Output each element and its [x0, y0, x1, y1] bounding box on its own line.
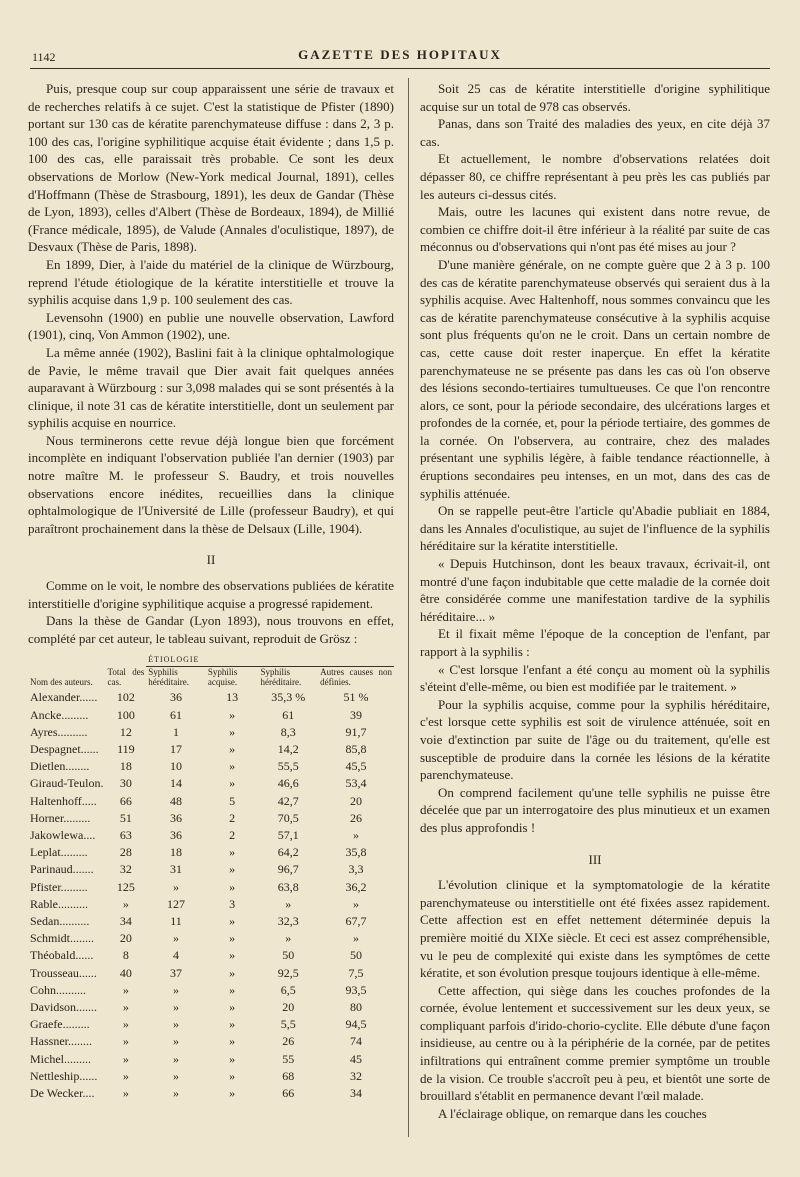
other-pct: 80: [350, 1000, 363, 1015]
table-row: [28, 724, 394, 741]
author-name: Ayres..........: [30, 724, 88, 739]
total-cases: 125: [116, 879, 135, 894]
hereditary-pct: 66: [282, 1086, 295, 1101]
acquired-count: »: [229, 707, 236, 722]
paragraph: On se rappelle peut-être l'article qu'Abadie publiait en 1884, dans les Annales d'oculistique, au sujet de l'influence de la syphilis héréditaire sur la kératite interstitielle.: [420, 503, 770, 554]
total-cases: 18: [119, 759, 132, 774]
other-pct: 67,7: [345, 914, 367, 929]
hereditary-pct: 68: [282, 1068, 295, 1083]
paragraph: En 1899, Dier, à l'aide du matériel de la clinique de Würzbourg, reprend l'étude étiologique de la kératite interstitielle et trouve la syphilis acquise dans 1,9 p. 100 seulement des cas.: [28, 256, 394, 308]
author-name: Sedan..........: [30, 914, 90, 929]
other-pct: 36,2: [345, 879, 367, 894]
total-cases: 100: [116, 707, 135, 722]
hereditary-pct: 32,3: [277, 914, 299, 929]
hereditary-pct: 63,8: [277, 879, 299, 894]
author-name: Cohn..........: [30, 982, 87, 997]
etiology-table: [28, 655, 394, 1102]
hereditary-pct: 14,2: [277, 742, 299, 757]
hereditary-pct: 26: [282, 1034, 295, 1049]
total-cases: 40: [119, 965, 132, 980]
table-row: [28, 896, 394, 913]
table-row: [28, 965, 394, 982]
table-row: [28, 982, 394, 999]
hereditary-pct: 57,1: [277, 828, 299, 843]
total-cases: »: [122, 1017, 129, 1032]
author-name: Davidson.......: [30, 1000, 97, 1015]
paragraph: Soit 25 cas de kératite interstitielle d'origine syphilitique acquise sur un total de 978 cas observés.: [420, 81, 770, 114]
hereditary-pct: 64,2: [277, 845, 299, 860]
paragraph: Et il fixait même l'époque de la conception de l'enfant, par rapport à la syphilis :: [420, 626, 770, 659]
total-cases: 119: [117, 742, 135, 757]
other-pct: 50: [350, 948, 363, 963]
total-cases: 66: [119, 793, 132, 808]
hereditary-count: 48: [170, 793, 183, 808]
hereditary-count: 4: [173, 948, 180, 963]
hereditary-count: »: [173, 879, 180, 894]
table-row: [28, 1085, 394, 1102]
group-header-etiology: ÉTIOLOGIE: [146, 655, 394, 667]
author-name: Hassner........: [30, 1034, 92, 1049]
acquired-count: 3: [229, 896, 236, 911]
acquired-count: »: [229, 742, 236, 757]
table-row: [28, 793, 394, 810]
other-pct: 26: [350, 810, 363, 825]
column-divider: [408, 78, 409, 1137]
page-number: 1142: [32, 50, 56, 64]
total-cases: 8: [122, 948, 129, 963]
acquired-count: »: [229, 1051, 236, 1066]
other-pct: 93,5: [345, 982, 367, 997]
table-row: [28, 999, 394, 1016]
author-name: Alexander......: [30, 690, 98, 705]
hereditary-pct: 55,5: [277, 759, 299, 774]
author-name: Schmidt........: [30, 931, 95, 946]
other-pct: 45: [350, 1051, 363, 1066]
hereditary-count: 1: [173, 724, 180, 739]
hereditary-count: 37: [170, 965, 183, 980]
hereditary-count: 11: [170, 914, 182, 929]
hereditary-count: 10: [170, 759, 183, 774]
paragraph: Nous terminerons cette revue déjà longue bien que forcément incomplète en indiquant l'observation publiée l'an dernier (1903) par notre maître M. le professeur S. Baudry, et trois nouvelles observations encore inédites, recueillies dans la clinique ophtalmologique de l'Université de Lille (professeur Baudry), et qui paraîtront prochainement dans la thèse de Delsaux (Lille, 1904).: [28, 432, 394, 536]
author-name: Rable..........: [30, 896, 88, 911]
table-row: [28, 1033, 394, 1050]
other-pct: 45,5: [345, 759, 367, 774]
acquired-count: »: [229, 1017, 236, 1032]
hereditary-pct: 92,5: [277, 965, 299, 980]
hereditary-count: »: [173, 1051, 180, 1066]
other-pct: 51 %: [343, 690, 369, 705]
author-name: Michel.........: [30, 1051, 91, 1066]
author-name: Horner.........: [30, 810, 91, 825]
author-name: Théobald......: [30, 948, 94, 963]
journal-title: GAZETTE DES HOPITAUX: [298, 47, 502, 62]
hereditary-pct: 46,6: [277, 776, 299, 791]
author-name: Despagnet......: [30, 742, 99, 757]
acquired-count: »: [229, 862, 236, 877]
table-row: [28, 707, 394, 724]
table-row: [28, 947, 394, 964]
table-row: [28, 930, 394, 947]
acquired-count: »: [229, 845, 236, 860]
other-pct: 74: [350, 1034, 363, 1049]
hereditary-count: 14: [170, 776, 183, 791]
total-cases: 34: [119, 914, 132, 929]
total-cases: »: [122, 1051, 129, 1066]
hereditary-count: 61: [170, 707, 183, 722]
table-row: [28, 913, 394, 930]
other-pct: 85,8: [345, 742, 367, 757]
acquired-count: »: [229, 965, 236, 980]
other-pct: 7,5: [348, 965, 364, 980]
acquired-count: 13: [226, 690, 239, 705]
hereditary-pct: 96,7: [277, 862, 299, 877]
col-header-total: Total des cas.: [107, 667, 145, 688]
acquired-count: »: [229, 879, 236, 894]
paragraph: Pour la syphilis acquise, comme pour la syphilis héréditaire, c'est lorsque cette syphilis est soit de virulence atténuée, soit en voie d'extinction par suite de l'âge ou du traitement, qu'elle est susceptible de produire dans la cornée les lésions de la kératite parenchymateuse.: [420, 696, 770, 783]
total-cases: »: [122, 1086, 129, 1101]
total-cases: »: [122, 1034, 129, 1049]
left-column: [28, 80, 394, 1102]
paragraph: L'évolution clinique et la symptomatologie de la kératite parenchymateuse ou interstitielle ont été fixées assez rapidement. Cette affection est en effet nettement déterminée depuis la première moitié du XIXe siècle. Et ceci est assez compréhensible, vu le peu de complexité qui existe dans les symptômes de cette kératite, et son évolution presque toujours identique à elle-même.: [420, 877, 770, 981]
col-header-hereditary: Syphilis héréditaire.: [148, 667, 189, 688]
other-pct: »: [353, 931, 360, 946]
paragraph: Panas, dans son Traité des maladies des yeux, en cite déjà 37 cas.: [420, 116, 770, 149]
hereditary-count: 36: [170, 810, 183, 825]
hereditary-pct: 42,7: [277, 793, 299, 808]
other-pct: 35,8: [345, 845, 367, 860]
author-name: Trousseau......: [30, 965, 97, 980]
paragraph: Comme on le voit, le nombre des observations publiées de kératite interstitielle d'origine syphilitique acquise a progressé rapidement.: [28, 578, 394, 611]
acquired-count: »: [229, 759, 236, 774]
acquired-count: »: [229, 948, 236, 963]
other-pct: »: [353, 896, 360, 911]
author-name: Haltenhoff.....: [30, 793, 97, 808]
author-name: Nettleship......: [30, 1068, 98, 1083]
table-row: [28, 879, 394, 896]
table-row: [28, 844, 394, 861]
acquired-count: 2: [229, 810, 236, 825]
section-heading: II: [206, 552, 216, 568]
hereditary-pct: 6,5: [280, 982, 296, 997]
acquired-count: »: [229, 1086, 236, 1101]
total-cases: 51: [119, 810, 132, 825]
paragraph: « Depuis Hutchinson, dont les beaux travaux, écrivait-il, ont montré d'une façon indubitable que cette maladie de la cornée doit être considérée comme une manifestation tardive de la syphilis héréditaire... »: [420, 556, 770, 624]
paragraph: Dans la thèse de Gandar (Lyon 1893), nous trouvons en effet, complété par cet auteur, le tableau suivant, reproduit de Grösz :: [28, 613, 394, 646]
hereditary-pct: 70,5: [277, 810, 299, 825]
col-header-names: Nom des auteurs.: [30, 677, 93, 688]
acquired-count: 5: [229, 793, 236, 808]
hereditary-pct: »: [285, 896, 292, 911]
hereditary-count: 17: [170, 742, 183, 757]
table-body: [28, 689, 394, 1102]
hereditary-count: »: [173, 1017, 180, 1032]
author-name: Leplat.........: [30, 845, 88, 860]
other-pct: 34: [350, 1086, 363, 1101]
hereditary-count: 18: [170, 845, 183, 860]
acquired-count: »: [229, 724, 236, 739]
other-pct: 3,3: [348, 862, 364, 877]
paragraph: Et actuellement, le nombre d'observations relatées doit dépasser 80, ce chiffre représentant à peu près les cas publiés par les auteurs ci-dessus cités.: [420, 151, 770, 202]
total-cases: 30: [119, 776, 132, 791]
total-cases: »: [122, 896, 129, 911]
paragraph: Mais, outre les lacunes qui existent dans notre revue, de combien ce chiffre doit-il être inférieur à la réalité par suite de cas méconnus ou d'observations qui n'ont pas été mises au jour ?: [420, 204, 770, 255]
other-pct: 94,5: [345, 1017, 367, 1032]
other-pct: 39: [350, 707, 363, 722]
hereditary-count: »: [173, 1000, 180, 1015]
page-header: [30, 44, 770, 70]
hereditary-count: 36: [170, 690, 183, 705]
hereditary-pct: 50: [282, 948, 295, 963]
total-cases: 12: [119, 724, 132, 739]
paragraph: A l'éclairage oblique, on remarque dans les couches: [438, 1105, 707, 1121]
total-cases: 32: [119, 862, 132, 877]
acquired-count: »: [229, 931, 236, 946]
total-cases: 102: [116, 690, 135, 705]
author-name: Dietlen........: [30, 759, 90, 774]
paragraph: On comprend facilement qu'une telle syphilis ne puisse être décelée que par un interrogatoire des plus minutieux et un examen des plus approfondis !: [420, 784, 770, 835]
hereditary-count: »: [173, 1034, 180, 1049]
table-row: [28, 1068, 394, 1085]
table-row: [28, 1016, 394, 1033]
hereditary-pct: 61: [282, 707, 295, 722]
paragraph: Puis, presque coup sur coup apparaissent une série de travaux et de recherches relatifs à ce sujet. C'est la statistique de Pfister (1890) portant sur 130 cas de kératite parenchymateuse diffuse : dans 2, 3 p. 100 des cas, l'origine syphilitique acquise était évidente ; dans 1,5 p. 100 des cas, elle paraissait très probable. Ce sont les deux observations de Morlow (New-York medical Journal, 1891), celles d'Hoffmann (Thèse de Strasbourg, 1891), les deux de Gandar (Thèse de Lyon, 1893), celles d'Albert (Thèse de Bordeaux, 1894), de Millié (France médicale, 1895), de Valude (Annales d'oculistique, 1897), de Desvaux (Thèse de Paris, 1898).: [28, 81, 394, 255]
table-row: [28, 810, 394, 827]
col-header-other: Autres causes non définies.: [320, 667, 392, 688]
table-row: [28, 1051, 394, 1068]
hereditary-pct: 55: [282, 1051, 295, 1066]
author-name: Parinaud.......: [30, 862, 94, 877]
hereditary-count: »: [173, 1068, 180, 1083]
other-pct: 32: [350, 1068, 363, 1083]
right-column: [420, 80, 770, 1122]
author-name: Jakowlewa....: [30, 828, 96, 843]
total-cases: »: [122, 982, 129, 997]
hereditary-count: »: [173, 931, 180, 946]
acquired-count: »: [229, 776, 236, 791]
acquired-count: »: [229, 914, 236, 929]
hereditary-count: 36: [170, 828, 183, 843]
author-name: Pfister.........: [30, 879, 88, 894]
author-name: Graefe.........: [30, 1017, 90, 1032]
other-pct: 53,4: [345, 776, 367, 791]
total-cases: 63: [119, 828, 132, 843]
author-name: Giraud-Teulon.: [30, 776, 104, 791]
paragraph: La même année (1902), Baslini fait à la clinique ophtalmologique de Pavie, le même travail que Dier avait fait quelques années auparavant à Würzbourg : sur 3,098 malades qui se sont présentés à la clinique, il note 31 cas de kératite interstitielle, dont un seulement par syphilis acquise en nourrice.: [28, 344, 394, 431]
author-name: Ancke.........: [30, 707, 89, 722]
other-pct: 20: [350, 793, 363, 808]
hereditary-pct: 35,3 %: [271, 690, 306, 705]
paragraph: D'une manière générale, on ne compte guère que 2 à 3 p. 100 des cas de kératite parenchymateuse observés qui seraient dus à la syphilis acquise. Avec Haltenhoff, nous sommes convaincu que les cas de kératite parenchymateuse consécutive à la syphilis acquise sont plus fréquents qu'on ne le croit. Dans un certain nombre de cas, cette cause doit rester inaperçue. En effet la kératite parenchymateuse ne se présente pas dans les cas où l'on observe des lésions secondo-tertiaires tumultueuses. Ce que l'on rencontre alors, ce sont, pour la période secondaire, des ulcérations larges et profondes de la cornée, et, pour la période tertiaire, des gommes de la cornée. On l'observera, au contraire, chez des malades présentant une syphilis légère, à faible tendance réactionnelle, à éruptions secondaires peu intenses, en un mot, dans des cas de syphilis atténuée.: [420, 256, 770, 501]
hereditary-pct: 20: [282, 1000, 295, 1015]
acquired-count: 2: [229, 828, 236, 843]
acquired-count: »: [229, 1000, 236, 1015]
author-name: De Wecker....: [30, 1086, 95, 1101]
other-pct: 91,7: [345, 724, 367, 739]
total-cases: »: [122, 1068, 129, 1083]
paragraph: « C'est lorsque l'enfant a été conçu au moment où la syphilis s'éteint d'elle-même, ou bien est modifiée par le traitement. »: [420, 661, 770, 695]
table-row: [28, 827, 394, 844]
acquired-count: »: [229, 1034, 236, 1049]
paragraph: Levensohn (1900) en publie une nouvelle observation, Lawford (1901), cinq, Von Ammon (1902), une.: [28, 309, 394, 343]
total-cases: 28: [119, 845, 132, 860]
header-rule: [30, 68, 770, 69]
table-row: [28, 775, 394, 792]
total-cases: 20: [119, 931, 132, 946]
hereditary-pct: 5,5: [280, 1017, 296, 1032]
col-header-hereditary-pct: Syphilis héréditaire.: [260, 667, 302, 688]
other-pct: »: [353, 828, 360, 843]
hereditary-count: »: [173, 1086, 180, 1101]
acquired-count: »: [229, 1068, 236, 1083]
col-header-acquired: Syphilis acquise.: [207, 667, 238, 688]
paragraph: Cette affection, qui siège dans les couches profondes de la cornée, évolue lentement et successivement sur les deux yeux, se compliquant parfois d'irido-chorio-cyclite. Elle débute d'une façon insidieuse, au centre ou à la périphérie de la cornée, par de petites infiltrations qui entraînent comme premier symptôme un trouble de la vision. Ce trouble s'accroît peu à peu, et bientôt une sorte de brouillard s'établit en permanence devant l'œil malade.: [420, 982, 770, 1104]
hereditary-pct: »: [285, 931, 292, 946]
hereditary-pct: 8,3: [280, 724, 296, 739]
table-row: [28, 758, 394, 775]
hereditary-count: »: [173, 982, 180, 997]
hereditary-count: 127: [167, 896, 186, 911]
acquired-count: »: [229, 982, 236, 997]
table-row: [28, 741, 394, 758]
hereditary-count: 31: [170, 862, 183, 877]
table-row: [28, 689, 394, 706]
section-heading: III: [588, 851, 602, 867]
table-row: [28, 861, 394, 878]
total-cases: »: [122, 1000, 129, 1015]
